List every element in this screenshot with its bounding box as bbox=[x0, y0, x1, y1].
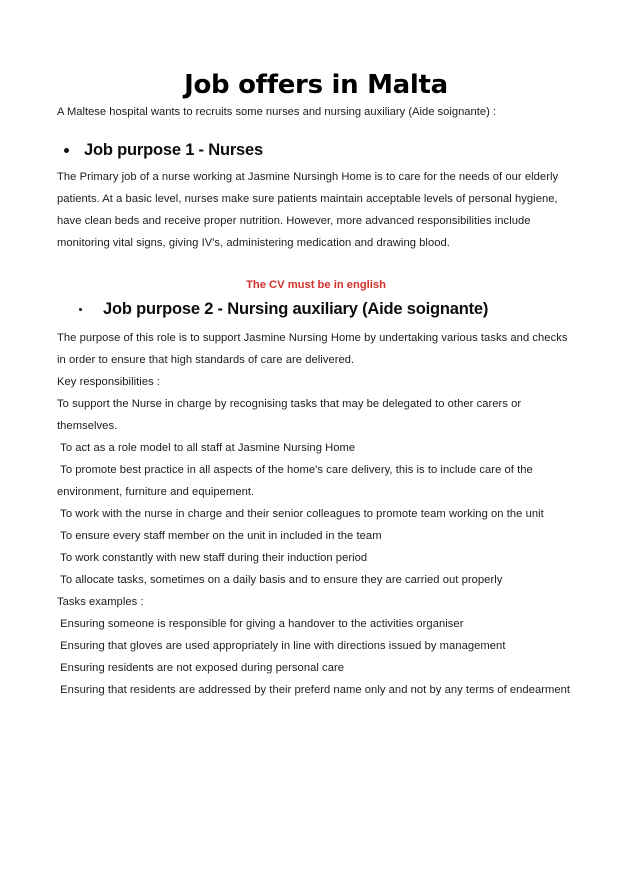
body-paragraph: Ensuring that residents are addressed by their preferd name only and not by any terms of endearment bbox=[57, 684, 571, 696]
circle-bullet-icon bbox=[64, 148, 69, 153]
body-paragraph: The purpose of this role is to support Jasmine Nursing Home by undertaking various tasks and checks in order to ensure that high standards of care are delivered. bbox=[57, 332, 571, 366]
cv-language-notice: The CV must be in english bbox=[246, 279, 386, 291]
section-1-paragraph: The Primary job of a nurse working at Jasmine Nursingh Home is to care for the needs of our elderly patients. At a basic level, nurses make sure patients maintain acceptable levels of personal hygiene, have clean beds and receive proper nutrition. However, more advanced responsibilities include monitoring vital signs, giving IV's, administering medication and drawing blood. bbox=[57, 171, 562, 249]
body-paragraph: To work constantly with new staff during their induction period bbox=[57, 552, 368, 564]
section-1-heading-label: Job purpose 1 - Nurses bbox=[84, 141, 263, 159]
body-paragraph: To allocate tasks, sometimes on a daily basis and to ensure they are carried out properly bbox=[57, 574, 503, 586]
section-1-heading bbox=[57, 139, 575, 161]
intro-paragraph: A Maltese hospital wants to recruits some nurses and nursing auxiliary (Aide soignante) : bbox=[57, 106, 497, 118]
small-circle-bullet-icon bbox=[79, 308, 82, 311]
section-2-heading bbox=[57, 298, 575, 320]
body-paragraph: Ensuring someone is responsible for giving a handover to the activities organiser bbox=[57, 618, 464, 630]
body-paragraph: Tasks examples : bbox=[57, 596, 144, 608]
section-2-heading-label: Job purpose 2 - Nursing auxiliary (Aide soignante) bbox=[103, 300, 489, 318]
body-paragraph: Ensuring residents are not exposed during personal care bbox=[57, 662, 345, 674]
body-paragraph: To support the Nurse in charge by recognising tasks that may be delegated to other carers or themselves. bbox=[57, 398, 525, 432]
body-paragraph: To work with the nurse in charge and their senior colleagues to promote team working on the unit bbox=[57, 508, 544, 520]
page-title: Job offers in Malta bbox=[184, 70, 448, 100]
body-paragraph: To act as a role model to all staff at Jasmine Nursing Home bbox=[57, 442, 356, 454]
body-paragraph: Ensuring that gloves are used appropriately in line with directions issued by management bbox=[57, 640, 506, 652]
body-paragraph: Key responsibilities : bbox=[57, 376, 161, 388]
body-paragraph: To promote best practice in all aspects of the home's care delivery, this is to include care of the environment, furniture and equipement. bbox=[57, 464, 536, 498]
body-paragraph: To ensure every staff member on the unit in included in the team bbox=[57, 530, 382, 542]
section-2-body bbox=[57, 327, 575, 701]
